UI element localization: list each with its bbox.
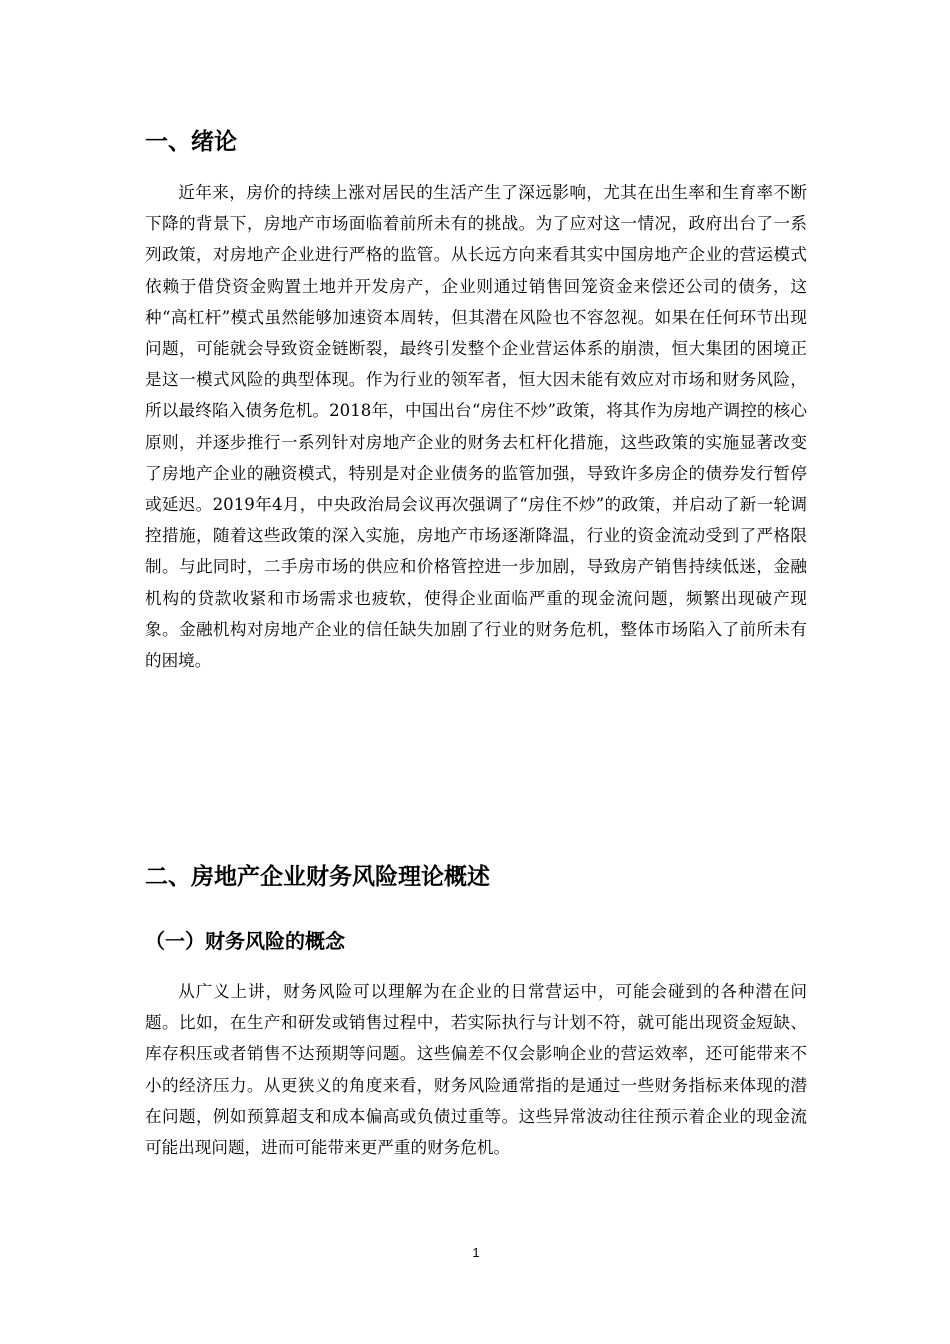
subsection-heading-financial-risk-concept: （一）财务风险的概念 <box>145 929 345 953</box>
introduction-paragraph: 近年来，房价的持续上涨对居民的生活产生了深远影响，尤其在出生率和生育率不断下降的背景下，房地产市场面临着前所未有的挑战。为了应对这一情况，政府出台了一系列政策，对房地产企业进行严格的监管。从长远方向来看其实中国房地产企业的营运模式依赖于借贷资金购置土地并开发房产，企业则通过销售回笼资金来偿还公司的债务，这种“高杠杆”模式虽然能够加速资本周转，但其潜在风险也不容忽视。如果在任何环节出现问题，可能就会导致资金链断裂，最终引发整个企业营运体系的崩溃，恒大集团的困境正是这一模式风险的典型体现。作为行业的领军者，恒大因未能有效应对市场和财务风险，所以最终陷入债务危机。2018年，中国出台“房住不炒”政策，将其作为房地产调控的核心原则，并逐步推行一系列针对房地产企业的财务去杠杆化措施，这些政策的实施显著改变了房地产企业的融资模式，特别是对企业债务的监管加强，导致许多房企的债券发行暂停或延迟。2019年4月，中央政治局会议再次强调了“房住不炒”的政策，并启动了新一轮调控措施，随着这些政策的深入实施，房地产市场逐渐降温，行业的资金流动受到了严格限制。与此同时，二手房市场的供应和价格管控进一步加剧，导致房产销售持续低迷，金融机构的贷款收紧和市场需求也疲软，使得企业面临严重的现金流问题，频繁出现破产现象。金融机构对房地产企业的信任缺失加剧了行业的财务危机，整体市场陷入了前所未有的困境。 <box>145 183 807 671</box>
section-heading-theory-overview: 二、房地产企业财务风险理论概述 <box>145 864 490 890</box>
section-heading-introduction: 一、绪论 <box>145 129 237 155</box>
financial-risk-concept-paragraph: 从广义上讲，财务风险可以理解为在企业的日常营运中，可能会碰到的各种潜在问题。比如，在生产和研发或销售过程中，若实际执行与计划不符，就可能出现资金短缺、库存积压或者销售不达预期等问题。这些偏差不仅会影响企业的营运效率，还可能带来不小的经济压力。从更狭义的角度来看，财务风险通常指的是通过一些财务指标来体现的潜在问题，例如预算超支和成本偏高或负债过重等。这些异常波动往往预示着企业的现金流可能出现问题，进而可能带来更严重的财务危机。 <box>145 982 807 1158</box>
page-number: 1 <box>472 1245 480 1260</box>
document-page <box>145 0 807 1344</box>
